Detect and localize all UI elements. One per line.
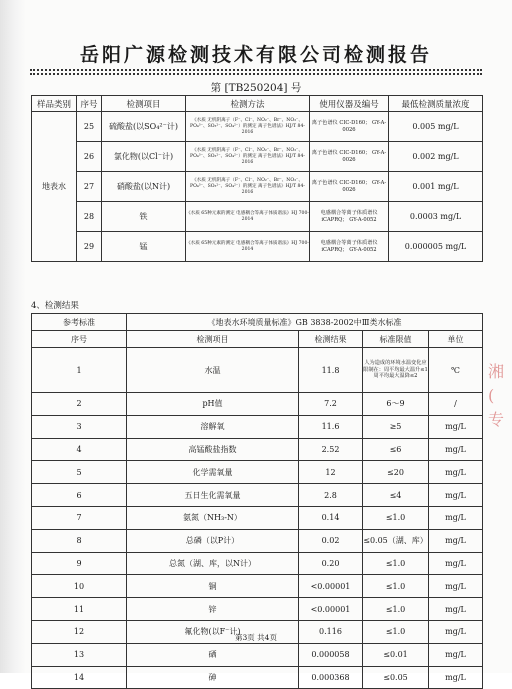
header-method: 检测方法 — [186, 96, 310, 112]
row-result: 7.2 — [299, 393, 363, 416]
row-limit: ≤6 — [363, 438, 429, 461]
row-limit: 0.001 mg/L — [389, 172, 483, 202]
row-no: 11 — [32, 598, 127, 621]
row-item: 水温 — [127, 348, 299, 393]
row-no: 5 — [32, 461, 127, 484]
row-limit: ≤4 — [363, 484, 429, 507]
row-limit: 0.000005 mg/L — [389, 232, 483, 262]
row-method: 《水质 无机阴离子（F⁻、Cl⁻、NO₂⁻、Br⁻、NO₃⁻、PO₄³⁻、SO₃²⁻、SO₄²⁻）的测定 离子色谱法》HJ/T 84-2016 — [186, 112, 310, 142]
row-no: 6 — [32, 484, 127, 507]
row-result: 0.14 — [299, 506, 363, 529]
row-instrument: 离子色谱仪 CIC-D160； GY-A-0026 — [310, 112, 389, 142]
header-result: 检测结果 — [299, 331, 363, 348]
row-item: 锰 — [102, 232, 186, 262]
row-limit: ≤1.0 — [363, 575, 429, 598]
sample-category: 地表水 — [32, 112, 77, 262]
row-unit: mg/L — [429, 484, 483, 507]
stamp-char: 湘 — [488, 362, 505, 381]
header-unit: 单位 — [429, 331, 483, 348]
seal-stamp-fragment — [488, 360, 512, 440]
row-no: 25 — [77, 112, 102, 142]
row-result: 11.8 — [299, 348, 363, 393]
row-instrument: 离子色谱仪 CIC-D160； GY-A-0026 — [310, 172, 389, 202]
row-unit: mg/L — [429, 529, 483, 552]
row-limit: ≥5 — [363, 415, 429, 438]
row-instrument: 电感耦合等离子体质谱仪iCAPRQ； GY-A-0052 — [310, 232, 389, 262]
row-unit: / — [429, 393, 483, 416]
row-no: 2 — [32, 393, 127, 416]
row-no: 13 — [32, 643, 127, 666]
row-item: 铜 — [127, 575, 299, 598]
table-row — [32, 415, 483, 438]
method-table-header — [32, 96, 483, 112]
row-unit: mg/L — [429, 643, 483, 666]
row-item: 化学需氧量 — [127, 461, 299, 484]
section-title: 4、检测结果 — [31, 301, 79, 311]
row-unit: mg/L — [429, 438, 483, 461]
header-limit: 标准限值 — [363, 331, 429, 348]
page-footer: 第3页 共4页 — [235, 633, 277, 642]
row-item: 溶解氧 — [127, 415, 299, 438]
table-row — [32, 552, 483, 575]
row-result: 0.000368 — [299, 666, 363, 689]
row-item: 砷 — [127, 666, 299, 689]
row-item: 锌 — [127, 598, 299, 621]
row-unit: mg/L — [429, 620, 483, 643]
row-unit: mg/L — [429, 506, 483, 529]
row-result: 12 — [299, 461, 363, 484]
row-item: 硫酸盐(以SO₄²⁻计) — [102, 112, 186, 142]
row-limit: ≤1.0 — [363, 552, 429, 575]
row-result: 0.20 — [299, 552, 363, 575]
row-limit: ≤1.0 — [363, 620, 429, 643]
row-limit: 0.005 mg/L — [389, 112, 483, 142]
row-limit: ≤0.01 — [363, 643, 429, 666]
row-item: 五日生化需氧量 — [127, 484, 299, 507]
row-no: 14 — [32, 666, 127, 689]
row-instrument: 电感耦合等离子体质谱仪iCAPRQ； GY-A-0052 — [310, 202, 389, 232]
row-no: 8 — [32, 529, 127, 552]
row-no: 29 — [77, 232, 102, 262]
results-table-header — [32, 331, 483, 348]
table-row — [32, 575, 483, 598]
company-title: 岳阳广源检测技术有限公司检测报告 — [79, 44, 432, 66]
row-item: 总磷（以P计） — [127, 529, 299, 552]
row-result: <0.00001 — [299, 598, 363, 621]
table-row — [32, 232, 483, 262]
header-category: 样品类别 — [32, 96, 77, 112]
method-table — [31, 95, 483, 262]
reference-value: 《地表水环境质量标准》GB 3838-2002中Ⅲ类水标准 — [127, 314, 483, 331]
row-unit: mg/L — [429, 598, 483, 621]
row-result: 0.116 — [299, 620, 363, 643]
row-limit: 0.002 mg/L — [389, 142, 483, 172]
row-no: 4 — [32, 438, 127, 461]
row-limit: 人为造成的环境水温变化应限制在：周平均最大温升≤1 周平均最大温降≤2 — [363, 348, 429, 393]
binding-edge — [0, 0, 26, 673]
row-item: 氟化物(以F⁻计) — [127, 620, 299, 643]
row-limit: ≤1.0 — [363, 506, 429, 529]
table-row — [32, 348, 483, 393]
row-no: 26 — [77, 142, 102, 172]
table-row — [32, 202, 483, 232]
row-item: 硝酸盐(以N计) — [102, 172, 186, 202]
row-method: 《水质 无机阴离子（F⁻、Cl⁻、NO₂⁻、Br⁻、NO₃⁻、PO₄³⁻、SO₃²⁻、SO₄²⁻）的测定 离子色谱法》HJ/T 84-2016 — [186, 142, 310, 172]
row-result: 11.6 — [299, 415, 363, 438]
table-row — [32, 461, 483, 484]
header-instrument: 使用仪器及编号 — [310, 96, 389, 112]
row-no: 7 — [32, 506, 127, 529]
reference-standard-row — [32, 314, 483, 331]
row-result: 2.8 — [299, 484, 363, 507]
table-row — [32, 172, 483, 202]
row-no: 1 — [32, 348, 127, 393]
row-unit: mg/L — [429, 666, 483, 689]
row-result: <0.00001 — [299, 575, 363, 598]
row-method: 《水质 无机阴离子（F⁻、Cl⁻、NO₂⁻、Br⁻、NO₃⁻、PO₄³⁻、SO₃²⁻、SO₄²⁻）的测定 离子色谱法》HJ/T 84-2016 — [186, 172, 310, 202]
row-item: 氨氮（NH₃-N） — [127, 506, 299, 529]
dotted-divider-bottom — [30, 73, 482, 77]
row-no: 28 — [77, 202, 102, 232]
row-no: 12 — [32, 620, 127, 643]
row-instrument: 离子色谱仪 CIC-D160； GY-A-0026 — [310, 142, 389, 172]
row-limit: 0.0003 mg/L — [389, 202, 483, 232]
header-no: 序号 — [77, 96, 102, 112]
header-limit: 最低检测质量浓度 — [389, 96, 483, 112]
row-result: 0.000058 — [299, 643, 363, 666]
table-row — [32, 142, 483, 172]
row-limit: ≤1.0 — [363, 598, 429, 621]
reference-label: 参考标准 — [32, 314, 127, 331]
row-result: 2.52 — [299, 438, 363, 461]
stamp-char: 专 — [488, 410, 505, 429]
row-limit: ≤0.05（湖、库） — [363, 529, 429, 552]
table-row — [32, 643, 483, 666]
row-item: pH值 — [127, 393, 299, 416]
header-no: 序号 — [32, 331, 127, 348]
stamp-char: ( — [488, 386, 495, 405]
row-unit: mg/L — [429, 461, 483, 484]
table-row — [32, 529, 483, 552]
row-item: 铁 — [102, 202, 186, 232]
table-row — [32, 112, 483, 142]
table-row — [32, 438, 483, 461]
table-row — [32, 598, 483, 621]
report-number: 第 [TB250204] 号 — [210, 82, 302, 94]
table-row — [32, 506, 483, 529]
row-limit: 6～9 — [363, 393, 429, 416]
row-no: 3 — [32, 415, 127, 438]
row-item: 总氮（湖、库，以N计） — [127, 552, 299, 575]
table-row — [32, 484, 483, 507]
row-no: 27 — [77, 172, 102, 202]
table-row — [32, 393, 483, 416]
row-item: 硒 — [127, 643, 299, 666]
row-item: 氯化物(以Cl⁻计) — [102, 142, 186, 172]
row-unit: mg/L — [429, 552, 483, 575]
row-result: 0.02 — [299, 529, 363, 552]
row-unit: mg/L — [429, 575, 483, 598]
row-limit: ≤0.05 — [363, 666, 429, 689]
row-method: 《水质 65种元素的测定 电感耦合等离子体质谱法》HJ 700-2014 — [186, 202, 310, 232]
table-row — [32, 666, 483, 689]
header-item: 检测项目 — [127, 331, 299, 348]
row-no: 10 — [32, 575, 127, 598]
row-no: 9 — [32, 552, 127, 575]
row-unit: mg/L — [429, 415, 483, 438]
row-limit: ≤20 — [363, 461, 429, 484]
header-item: 检测项目 — [102, 96, 186, 112]
row-method: 《水质 65种元素的测定 电感耦合等离子体质谱法》HJ 700-2014 — [186, 232, 310, 262]
row-item: 高锰酸盐指数 — [127, 438, 299, 461]
row-unit: ℃ — [429, 348, 483, 393]
